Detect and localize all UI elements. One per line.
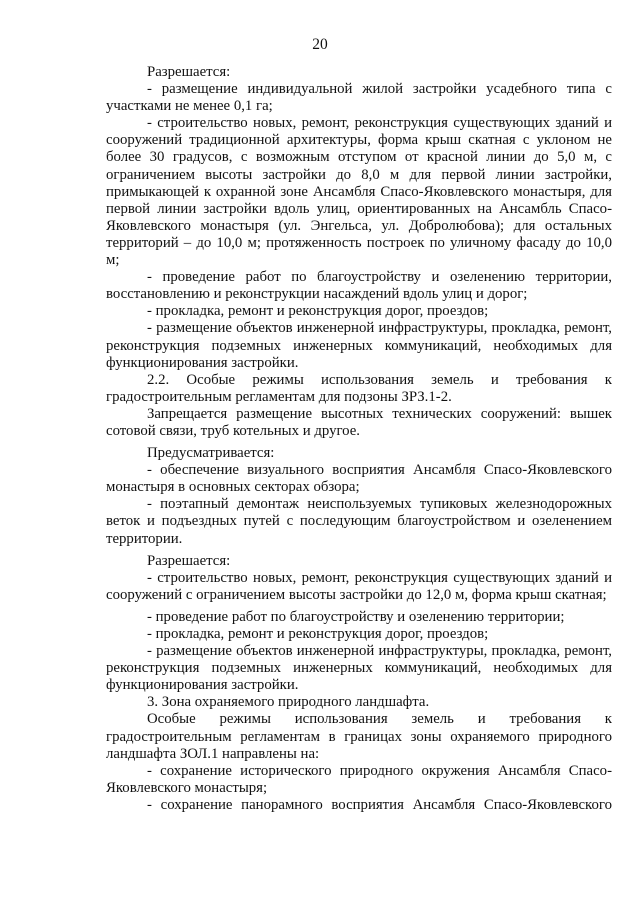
paragraph: - сохранение панорамного восприятия Ансамбля Спасо-Яковлевского xyxy=(147,796,612,813)
paragraph: - проведение работ по благоустройству и озеленению территории, восстановлению и реконструкции насаждений вдоль улиц и дорог; xyxy=(106,269,612,303)
document-body xyxy=(106,64,612,814)
paragraph: 2.2. Особые режимы использования земель и требования к градостроительным регламентам для подзоны ЗРЗ.1-2. xyxy=(106,371,612,405)
paragraph: 3. Зона охраняемого природного ландшафта. xyxy=(147,694,430,711)
paragraph: - обеспечение визуального восприятия Ансамбля Спасо-Яковлевского монастыря в основных секторах обзора; xyxy=(106,462,612,496)
paragraph: - сохранение исторического природного окружения Ансамбля Спасо-Яковлевского монастыря; xyxy=(106,762,612,796)
paragraph: Разрешается: xyxy=(147,64,231,80)
paragraph: - поэтапный демонтаж неиспользуемых тупиковых железнодорожных веток и подъездных путей с последующим благоустройством и озеленением территории. xyxy=(106,496,612,547)
paragraph: Разрешается: xyxy=(147,552,231,569)
paragraph: - прокладка, ремонт и реконструкция дорог, проездов; xyxy=(147,626,489,642)
paragraph: - размещение индивидуальной жилой застройки усадебного типа с участками не менее 0,1 га; xyxy=(106,81,612,115)
paragraph: - размещение объектов инженерной инфраструктуры, прокладка, ремонт, реконструкция подземных инженерных коммуникаций, необходимых для функционирования застройки. xyxy=(106,643,612,694)
paragraph: Предусматривается: xyxy=(147,445,275,462)
paragraph: - размещение объектов инженерной инфраструктуры, прокладка, ремонт, реконструкция подземных инженерных коммуникаций, необходимых для функционирования застройки. xyxy=(106,320,612,371)
paragraph: Запрещается размещение высотных технических сооружений: вышек сотовой связи, труб котельных и другое. xyxy=(106,405,612,439)
paragraph: - прокладка, ремонт и реконструкция дорог, проездов; xyxy=(147,303,489,320)
paragraph: - строительство новых, ремонт, реконструкция существующих зданий и сооружений традиционной архитектуры, форма крыш скатная с уклоном не более 30 градусов, с возможным отступом от красной линии до 5,0 м, с ограничением высоты застройки до 8,0 м для первой линии застройки, примыкающей к охранной зоне Ансамбля Спасо-Яковлевского монастыря, для первой линии застройки вдоль улиц, ориентированных на Ансамбль Спасо-Яковлевского монастыря (ул. Энгельса, ул. Добролюбова); для остальных территорий – до 10,0 м; протяженность построек по уличному фасаду до 10,0 м; xyxy=(106,115,612,269)
paragraph: - проведение работ по благоустройству и озеленению территории; xyxy=(147,608,565,625)
page-number: 20 xyxy=(312,36,328,53)
paragraph: Особые режимы использования земель и требования к градостроительным регламентам в границах зоны охраняемого природного ландшафта ЗОЛ.1 направлены на: xyxy=(106,711,612,762)
paragraph: - строительство новых, ремонт, реконструкция существующих зданий и сооружений с ограничением высоты застройки до 12,0 м, форма крыш скатная; xyxy=(106,569,612,603)
